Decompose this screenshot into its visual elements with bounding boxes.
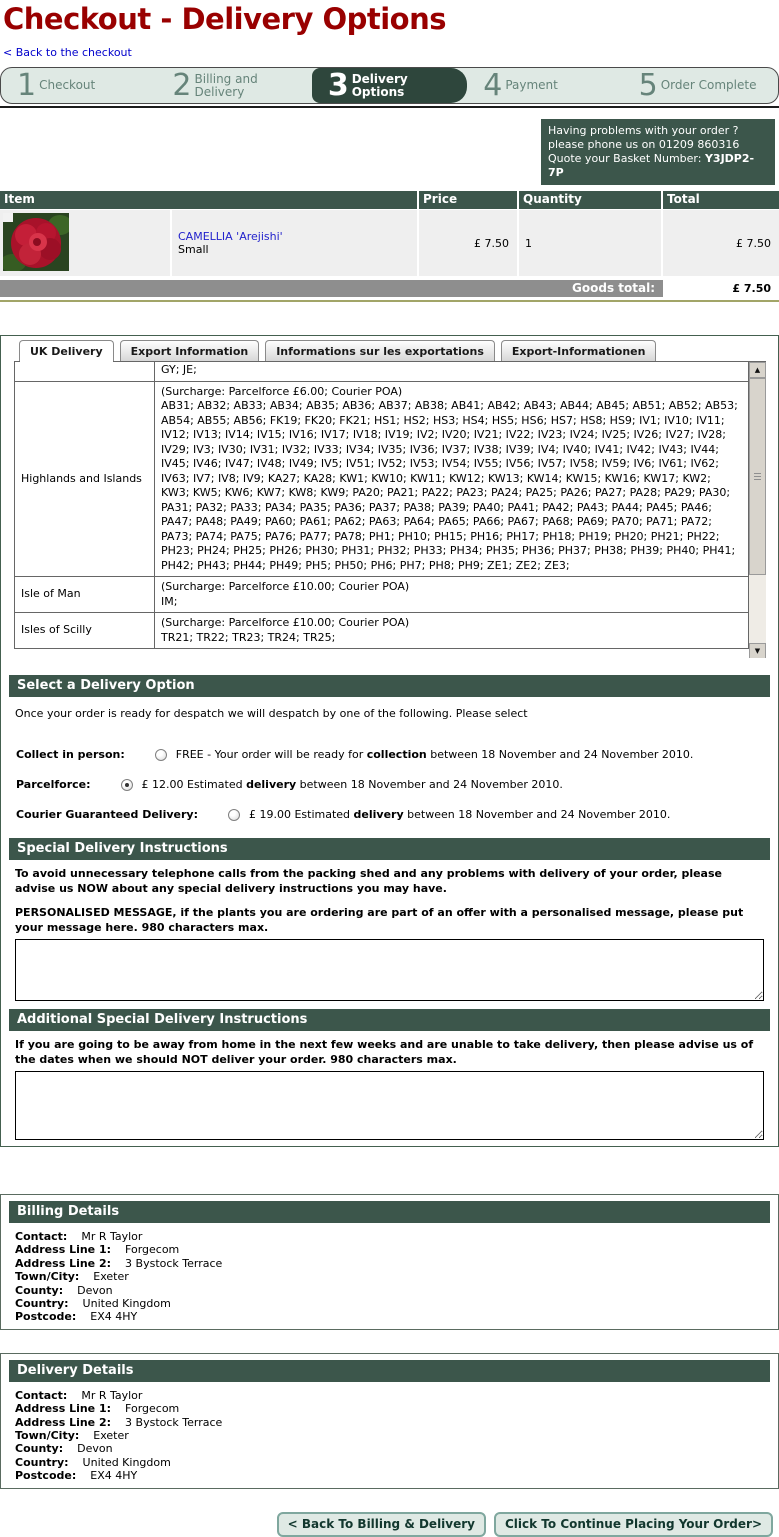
step-label: Order Complete <box>660 78 757 92</box>
option-text-bold: delivery <box>353 808 404 821</box>
region-cell: Isle of Man <box>15 577 155 613</box>
item-total: £ 7.50 <box>663 210 779 276</box>
item-name-cell <box>172 210 419 276</box>
select-delivery-option-header: Select a Delivery Option <box>9 675 770 697</box>
table-row-isle-of-man <box>15 577 749 613</box>
delivery-fields <box>15 1389 778 1483</box>
field-value: EX4 4HY <box>90 1310 138 1324</box>
option-text-pre: £ 12.00 Estimated <box>141 778 247 791</box>
additional-instructions-header: Additional Special Delivery Instructions <box>9 1009 770 1031</box>
postcodes-cell <box>155 381 749 577</box>
delivery-address2-row <box>15 1416 778 1429</box>
checkout-progress <box>0 67 779 108</box>
postcode-surcharge-table <box>14 361 749 649</box>
field-value: United Kingdom <box>82 1455 171 1469</box>
item-quantity: 1 <box>519 210 663 276</box>
personalised-message-note: PERSONALISED MESSAGE, if the plants you are ordering are part of an offer with a personalised message, please put your message here. 980 characters max. <box>15 906 744 934</box>
field-label: Contact: <box>15 1388 68 1402</box>
step-number: 4 <box>483 67 503 103</box>
page-title: Checkout - Delivery Options <box>3 2 446 36</box>
option-courier-guaranteed <box>16 808 778 821</box>
option-text-pre: FREE - Your order will be ready for <box>175 748 367 761</box>
header-total: Total <box>667 192 700 206</box>
field-value: EX4 4HY <box>90 1469 138 1483</box>
help-line-2: please phone us on 01209 860316 <box>548 138 740 151</box>
divider <box>0 300 779 302</box>
back-to-billing-button[interactable]: < Back To Billing & Delivery <box>277 1512 486 1537</box>
order-help-box <box>541 119 775 185</box>
postcode-list: TR21; TR22; TR23; TR24; TR25; <box>161 630 336 644</box>
field-label: County: <box>15 1442 64 1456</box>
back-to-checkout-link[interactable]: < Back to the checkout <box>3 46 132 59</box>
field-value: Mr R Taylor <box>81 1230 143 1243</box>
goods-total-label: Goods total: <box>0 280 663 297</box>
basket-number-label: Quote your Basket Number: <box>548 152 705 165</box>
field-label: Postcode: <box>15 1310 77 1324</box>
field-label: Contact: <box>15 1230 68 1243</box>
billing-town-row <box>15 1270 778 1283</box>
postcodes-cell <box>155 613 749 649</box>
field-label: Address Line 1: <box>15 1243 112 1257</box>
billing-details-header: Billing Details <box>9 1201 770 1223</box>
postcode-list: AB31; AB32; AB33; AB34; AB35; AB36; AB37; AB38; AB41; AB42; AB43; AB44; AB45; AB51; AB52; AB53; AB54; AB55; AB56; FK19; FK20; FK21; HS1; HS2; HS3; HS4; HS5; HS6; HS7; HS8; HS9; IV1; IV10; IV11; IV12; IV13; IV14; IV15; IV16; IV17; IV18; IV19; IV2; IV20; IV21; IV22; IV23; IV24; IV25; IV26; IV27; IV28; IV29; IV3; IV30; IV31; IV32; IV33; IV34; IV35; IV36; IV37; IV38; IV39; IV4; IV40; IV41; IV42; IV43; IV44; IV45; IV46; IV47; IV48; IV49; IV5; IV51; IV52; IV53; IV54; IV55; IV56; IV57; IV58; IV59; IV6; IV61; IV62; IV63; IV7; IV8; IV9; KA27; KA28; KW1; KW10; KW11; KW12; KW13; KW14; KW15; KW16; KW17; KW2; KW3; KW5; KW6; KW7; KW8; KW9; PA20; PA21; PA22; PA23; PA24; PA25; PA26; PA27; PA28; PA29; PA30; PA31; PA32; PA33; PA34; PA35; PA36; PA37; PA38; PA39; PA40; PA41; PA42; PA43; PA44; PA45; PA46; PA47; PA48; PA49; PA60; PA61; PA62; PA63; PA64; PA65; PA66; PA67; PA68; PA69; PA70; PA71; PA72; PA73; PA74; PA75; PA76; PA77; PA78; PH1; PH10; PH15; PH16; PH17; PH18; PH19; PH20; PH21; PH22; PH23; PH24; PH25; PH26; PH30; PH31; PH32; PH33; PH34; PH35; PH36; PH37; PH38; PH39; PH40; PH41; PH42; PH43; PH44; PH49; PH5; PH50; PH6; PH7; PH8; PH9; ZE1; ZE2; ZE3; <box>161 399 738 572</box>
vertical-scrollbar[interactable] <box>749 362 766 658</box>
delivery-contact-row <box>15 1389 778 1402</box>
special-instructions-header: Special Delivery Instructions <box>9 838 770 860</box>
billing-address2-row <box>15 1257 778 1270</box>
option-label: Collect in person: <box>16 748 125 761</box>
surcharge-line: (Surcharge: Parcelforce £6.00; Courier POA) <box>161 384 403 398</box>
tab-uk-delivery[interactable]: UK Delivery <box>19 340 114 361</box>
goods-total-value: £ 7.50 <box>732 282 771 295</box>
option-label: Courier Guaranteed Delivery: <box>16 808 198 821</box>
field-value: Mr R Taylor <box>81 1388 143 1402</box>
option-label: Parcelforce: <box>16 778 91 791</box>
option-text-post: between 18 November and 24 November 2010. <box>296 778 563 791</box>
courier-radio-button[interactable] <box>228 809 240 821</box>
table-row-highlands <box>15 381 749 577</box>
delivery-tabs <box>1 336 778 361</box>
field-value: Exeter <box>93 1270 129 1284</box>
step-billing-and-delivery <box>156 68 311 103</box>
header-quantity: Quantity <box>519 191 663 209</box>
field-value: Forgecom <box>125 1243 180 1257</box>
billing-fields <box>15 1230 778 1324</box>
help-line-3 <box>548 152 768 180</box>
step-delivery-options-active <box>312 68 467 103</box>
billing-address1-row <box>15 1243 778 1256</box>
surcharge-line: (Surcharge: Parcelforce £10.00; Courier POA) <box>161 580 410 593</box>
region-cell <box>15 361 155 381</box>
field-label: Country: <box>15 1297 69 1311</box>
special-instructions-note: To avoid unnecessary telephone calls from the packing shed and any problems with delivery of your order, please advise us NOW about any special delivery instructions you may have. <box>15 867 722 895</box>
step-payment <box>467 68 622 103</box>
additional-instructions-note: If you are going to be away from home in the next few weeks and are unable to take delivery, then please advise us of the dates when we should NOT deliver your order. 980 characters max. <box>15 1038 754 1066</box>
billing-country-row <box>15 1297 778 1310</box>
delivery-details-header: Delivery Details <box>9 1360 770 1382</box>
option-text <box>142 778 563 791</box>
billing-contact-row <box>15 1230 778 1243</box>
billing-details-box <box>0 1194 779 1330</box>
basket-header-row <box>0 191 779 209</box>
postcodes-cell <box>155 577 749 613</box>
surcharge-line: (Surcharge: Parcelforce £10.00; Courier POA) <box>161 616 410 629</box>
basket-number: Y3JDP2-7P <box>548 152 755 179</box>
delivery-details-box <box>0 1353 779 1489</box>
tab-export-information[interactable]: Export Information <box>120 340 260 361</box>
step-number: 5 <box>638 67 658 103</box>
continue-order-button[interactable]: Click To Continue Placing Your Order> <box>494 1512 773 1537</box>
step-label: Checkout <box>39 78 96 92</box>
option-text <box>249 808 670 821</box>
option-text-pre: £ 19.00 Estimated <box>248 808 354 821</box>
delivery-postcode-row <box>15 1469 778 1482</box>
delivery-options-panel <box>0 335 779 1147</box>
step-label: Delivery Options <box>351 71 408 99</box>
billing-county-row <box>15 1284 778 1297</box>
table-row-partial <box>15 361 749 381</box>
item-name-link[interactable]: CAMELLIA 'Arejishi' <box>178 230 283 243</box>
field-label: Address Line 2: <box>15 1415 112 1429</box>
step-order-complete <box>623 68 778 103</box>
header-price: Price <box>419 191 519 209</box>
step-number: 3 <box>327 67 349 103</box>
field-label: Postcode: <box>15 1469 77 1483</box>
collect-radio-button[interactable] <box>155 749 167 761</box>
field-value: Devon <box>77 1283 113 1297</box>
parcelforce-radio-button[interactable] <box>121 779 133 791</box>
billing-postcode-row <box>15 1310 778 1323</box>
item-price: £ 7.50 <box>419 210 519 276</box>
option-parcelforce <box>16 778 778 791</box>
delivery-option-intro: Once your order is ready for despatch we will despatch by one of the following. Please select <box>15 707 528 720</box>
basket-table <box>0 191 779 302</box>
delivery-county-row <box>15 1442 778 1455</box>
field-value: 3 Bystock Terrace <box>125 1256 223 1270</box>
field-label: Address Line 1: <box>15 1402 112 1416</box>
help-line-1: Having problems with your order ? <box>548 124 739 137</box>
item-image-cell <box>0 210 172 276</box>
option-text-post: between 18 November and 24 November 2010. <box>426 748 694 761</box>
personalised-message-textarea[interactable] <box>15 939 764 1001</box>
footer-actions <box>0 1512 773 1537</box>
field-value: United Kingdom <box>82 1297 171 1311</box>
region-cell: Isles of Scilly <box>15 613 155 649</box>
postcode-list: IM; <box>161 594 178 608</box>
field-label: Town/City: <box>15 1270 80 1284</box>
header-item: Item <box>0 191 419 209</box>
step-checkout <box>1 68 156 103</box>
option-text-bold: collection <box>366 748 427 761</box>
option-collect-in-person <box>16 748 778 761</box>
field-label: Country: <box>15 1455 69 1469</box>
basket-item-row <box>0 210 779 276</box>
delivery-address1-row <box>15 1402 778 1415</box>
goods-total-row <box>0 280 779 297</box>
tab-informations-sur-les-exportations[interactable]: Informations sur les exportations <box>265 340 495 361</box>
field-value: 3 Bystock Terrace <box>125 1415 223 1429</box>
scroll-down-button[interactable]: ▼ <box>749 643 766 658</box>
step-label: Billing and Delivery <box>194 71 258 99</box>
option-text-post: between 18 November and 24 November 2010. <box>403 808 671 821</box>
divider <box>0 106 779 108</box>
step-number: 2 <box>172 67 192 103</box>
delivery-town-row <box>15 1429 778 1442</box>
camellia-photo <box>3 213 69 271</box>
step-label: Payment <box>505 78 558 92</box>
field-label: County: <box>15 1283 64 1297</box>
step-number: 1 <box>17 67 37 103</box>
table-row-isles-of-scilly <box>15 613 749 649</box>
field-value: Forgecom <box>125 1402 180 1416</box>
field-value: Devon <box>77 1442 113 1456</box>
scrollbar-thumb[interactable] <box>749 378 766 575</box>
delivery-country-row <box>15 1456 778 1469</box>
field-label: Town/City: <box>15 1429 80 1443</box>
postcode-scroll-region[interactable] <box>14 361 766 658</box>
additional-instructions-textarea[interactable] <box>15 1071 764 1140</box>
region-cell: Highlands and Islands <box>15 381 155 577</box>
delivery-option-list <box>1 748 778 821</box>
field-value: Exeter <box>93 1429 129 1443</box>
scroll-up-button[interactable]: ▲ <box>749 362 766 378</box>
option-text-bold: delivery <box>246 778 297 791</box>
item-size: Small <box>178 243 209 256</box>
postcodes-cell: GY; JE; <box>155 361 749 381</box>
tab-export-informationen[interactable]: Export-Informationen <box>501 340 657 361</box>
field-label: Address Line 2: <box>15 1256 112 1270</box>
option-text <box>176 748 694 761</box>
